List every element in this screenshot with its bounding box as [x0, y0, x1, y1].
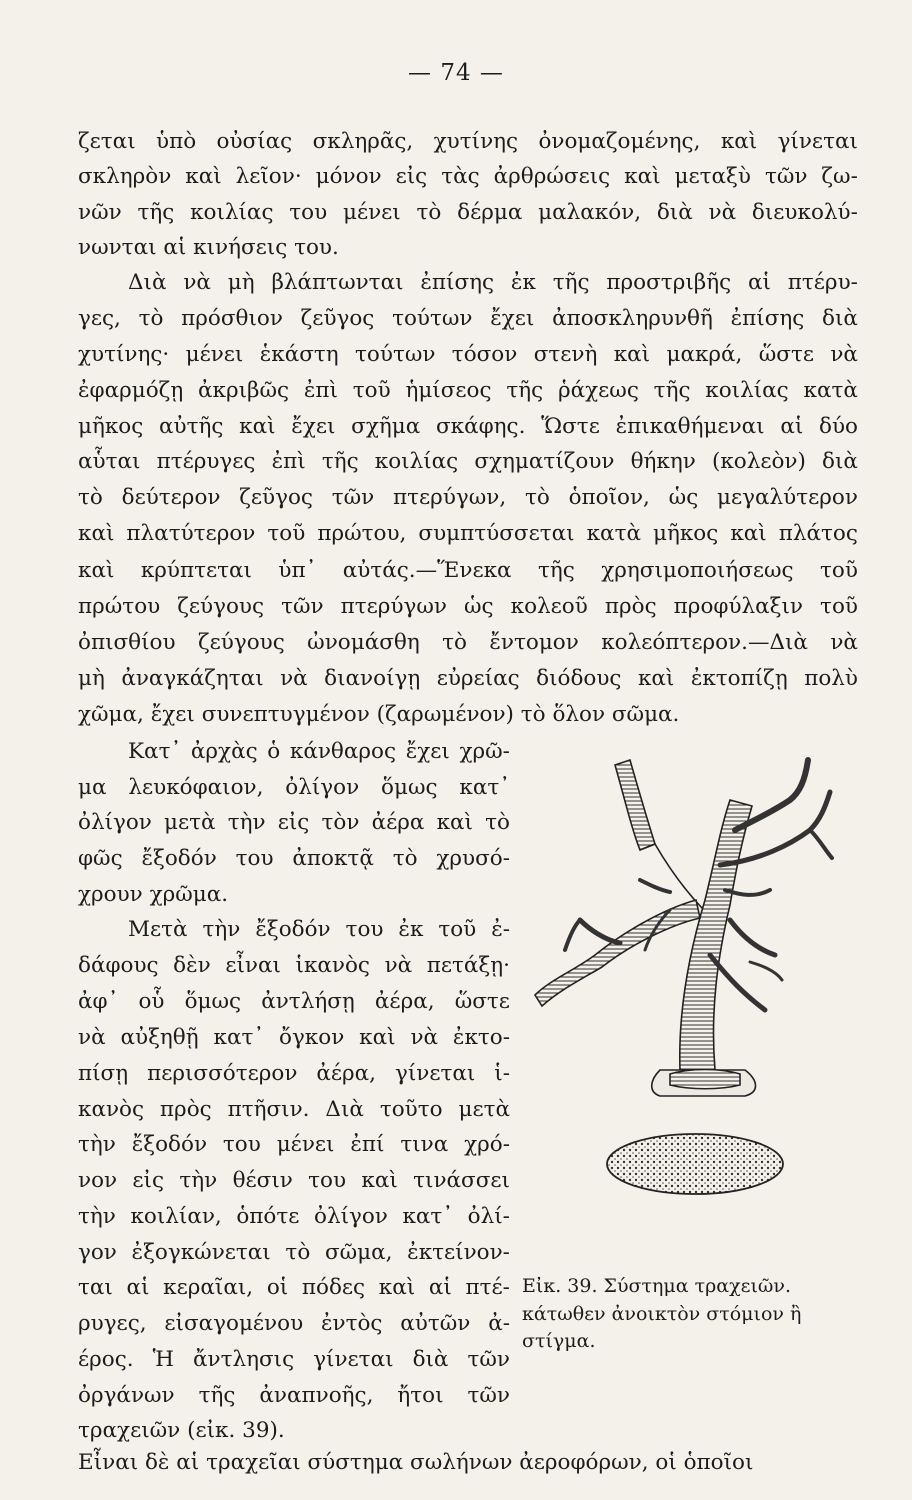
text-line: Διὰ νὰ μὴ βλάπτωνται ἐπίσης ἐκ τῆς προστριβῆς αἱ πτέρυ- [128, 270, 858, 295]
text-line: νῶν τῆς κοιλίας του μένει τὸ δέρμα μαλακόν, διὰ νὰ διευκολύ- [78, 200, 858, 225]
trachea-system-illustration [520, 740, 865, 1195]
text-line: ὀπισθίου ζεύγους ὠνομάσθη τὸ ἔντομον κολεόπτερον.—Διὰ νὰ [78, 630, 858, 655]
column-text-line: ὀργάνων τῆς ἀναπνοῆς, ἤτοι τῶν [78, 1383, 510, 1408]
column-text-line: έρος. Ἡ ἄντλησις γίνεται διὰ τῶν [78, 1347, 510, 1372]
text-line: γες, τὸ πρόσθιον ζεῦγος τούτων ἔχει ἀποσκληρυνθῆ ἐπίσης διὰ [78, 306, 858, 331]
column-text-line: Μετὰ τὴν ἔξοδόν του ἐκ τοῦ ἐ- [128, 917, 510, 942]
text-line: νωνται αἱ κινήσεις του. [78, 235, 339, 260]
text-line: μὴ ἀναγκάζηται νὰ διανοίγῃ εὐρείας διόδους καὶ ἐκτοπίζῃ πολὺ [78, 666, 858, 691]
column-text-line: ἀφ᾽ οὗ ὅμως ἀντλήσῃ ἀέρα, ὥστε [78, 989, 510, 1014]
text-line: ζεται ὑπὸ οὐσίας σκληρᾶς, χυτίνης ὀνομαζομένης, καὶ γίνεται [78, 129, 858, 154]
caption-line: στίγμα. [522, 1330, 596, 1352]
text-line: σκληρὸν καὶ λεῖον· μόνον εἰς τὰς ἀρθρώσεις καὶ μεταξὺ τῶν ζω- [78, 164, 858, 189]
text-line: χῶμα, ἔχει συνεπτυγμένον (ζαρωμένον) τὸ ὅλον σῶμα. [78, 702, 680, 727]
text-line: καὶ πλατύτερον τοῦ πρώτου, συμπτύσσεται κατὰ μῆκος καὶ πλάτος [78, 521, 858, 546]
column-text-line: Κατ᾽ ἀρχὰς ὁ κάνθαρος ἔχει χρῶ- [128, 739, 510, 764]
text-line: αὗται πτέρυγες ἐπὶ τῆς κοιλίας σχηματίζουν θήκην (κολεὸν) διὰ [78, 449, 858, 474]
column-text-line: τὴν κοιλίαν, ὁπότε ὀλίγον κατ᾽ ὀλί- [78, 1204, 510, 1229]
caption-line: Εἰκ. 39. Σύστημα τραχειῶν. [522, 1275, 791, 1297]
caption-line: κάτωθεν ἀνοικτὸν στόμιον ἢ [522, 1303, 802, 1325]
column-text-line: κανὸς πρὸς πτῆσιν. Διὰ τοῦτο μετὰ [78, 1097, 510, 1122]
text-line: καὶ κρύπτεται ὑπ᾽ αὐτάς.—Ἕνεκα τῆς χρησιμοποιήσεως τοῦ [78, 558, 858, 583]
column-text-line: νὰ αὐξηθῇ κατ᾽ ὄγκον καὶ νὰ ἐκτο- [78, 1025, 510, 1050]
column-text-line: μα λευκόφαιον, ὀλίγον ὅμως κατ᾽ [78, 775, 510, 800]
column-text-line: ὀλίγον μετὰ τὴν εἰς τὸν ἀέρα καὶ τὸ [78, 810, 510, 835]
column-text-line: ται αἱ κεραῖαι, οἱ πόδες καὶ αἱ πτέ- [78, 1275, 510, 1300]
column-text-line: πίσῃ περισσότερον ἀέρα, γίνεται ἱ- [78, 1061, 510, 1086]
text-line: μῆκος αὐτῆς καὶ ἔχει σχῆμα σκάφης. Ὥστε ἐπικαθήμεναι αἱ δύο [78, 414, 858, 439]
column-text-line: ρυγες, εἰσαγομένου ἐντὸς αὐτῶν ἀ- [78, 1311, 510, 1336]
text-line: τὸ δεύτερον ζεῦγος τῶν πτερύγων, τὸ ὁποῖον, ὡς μεγαλύτερον [78, 485, 858, 510]
column-text-line: γον ἐξογκώνεται τὸ σῶμα, ἐκτείνον- [78, 1240, 510, 1265]
column-text-line: νον εἰς τὴν θέσιν του καὶ τινάσσει [78, 1168, 510, 1193]
page-number: — 74 — [408, 60, 504, 86]
column-text-line: φῶς ἔξοδόν του ἀποκτᾷ τὸ χρυσό- [78, 846, 510, 871]
text-line: πρώτου ζεύγους τῶν πτερύγων ὡς κολεοῦ πρὸς προφύλαξιν τοῦ [78, 594, 858, 619]
text-line: χυτίνης· μένει ἑκάστη τούτων τόσον στενὴ καὶ μακρά, ὥστε νὰ [78, 342, 858, 367]
final-line: Εἶναι δὲ αἱ τραχεῖαι σύστημα σωλήνων ἀεροφόρων, οἱ ὁποῖοι [78, 1450, 754, 1475]
column-text-line: δάφους δὲν εἶναι ἱκανὸς νὰ πετάξῃ· [78, 953, 510, 978]
column-text-line: χρουν χρῶμα. [78, 882, 229, 907]
text-line: ἐφαρμόζῃ ἀκριβῶς ἐπὶ τοῦ ἡμίσεος τῆς ῥάχεως τῆς κοιλίας κατὰ [78, 378, 858, 403]
column-text-line: τραχειῶν (εἰκ. 39). [78, 1418, 285, 1443]
column-text-line: τὴν ἔξοδόν του μένει ἐπί τινα χρό- [78, 1132, 510, 1157]
